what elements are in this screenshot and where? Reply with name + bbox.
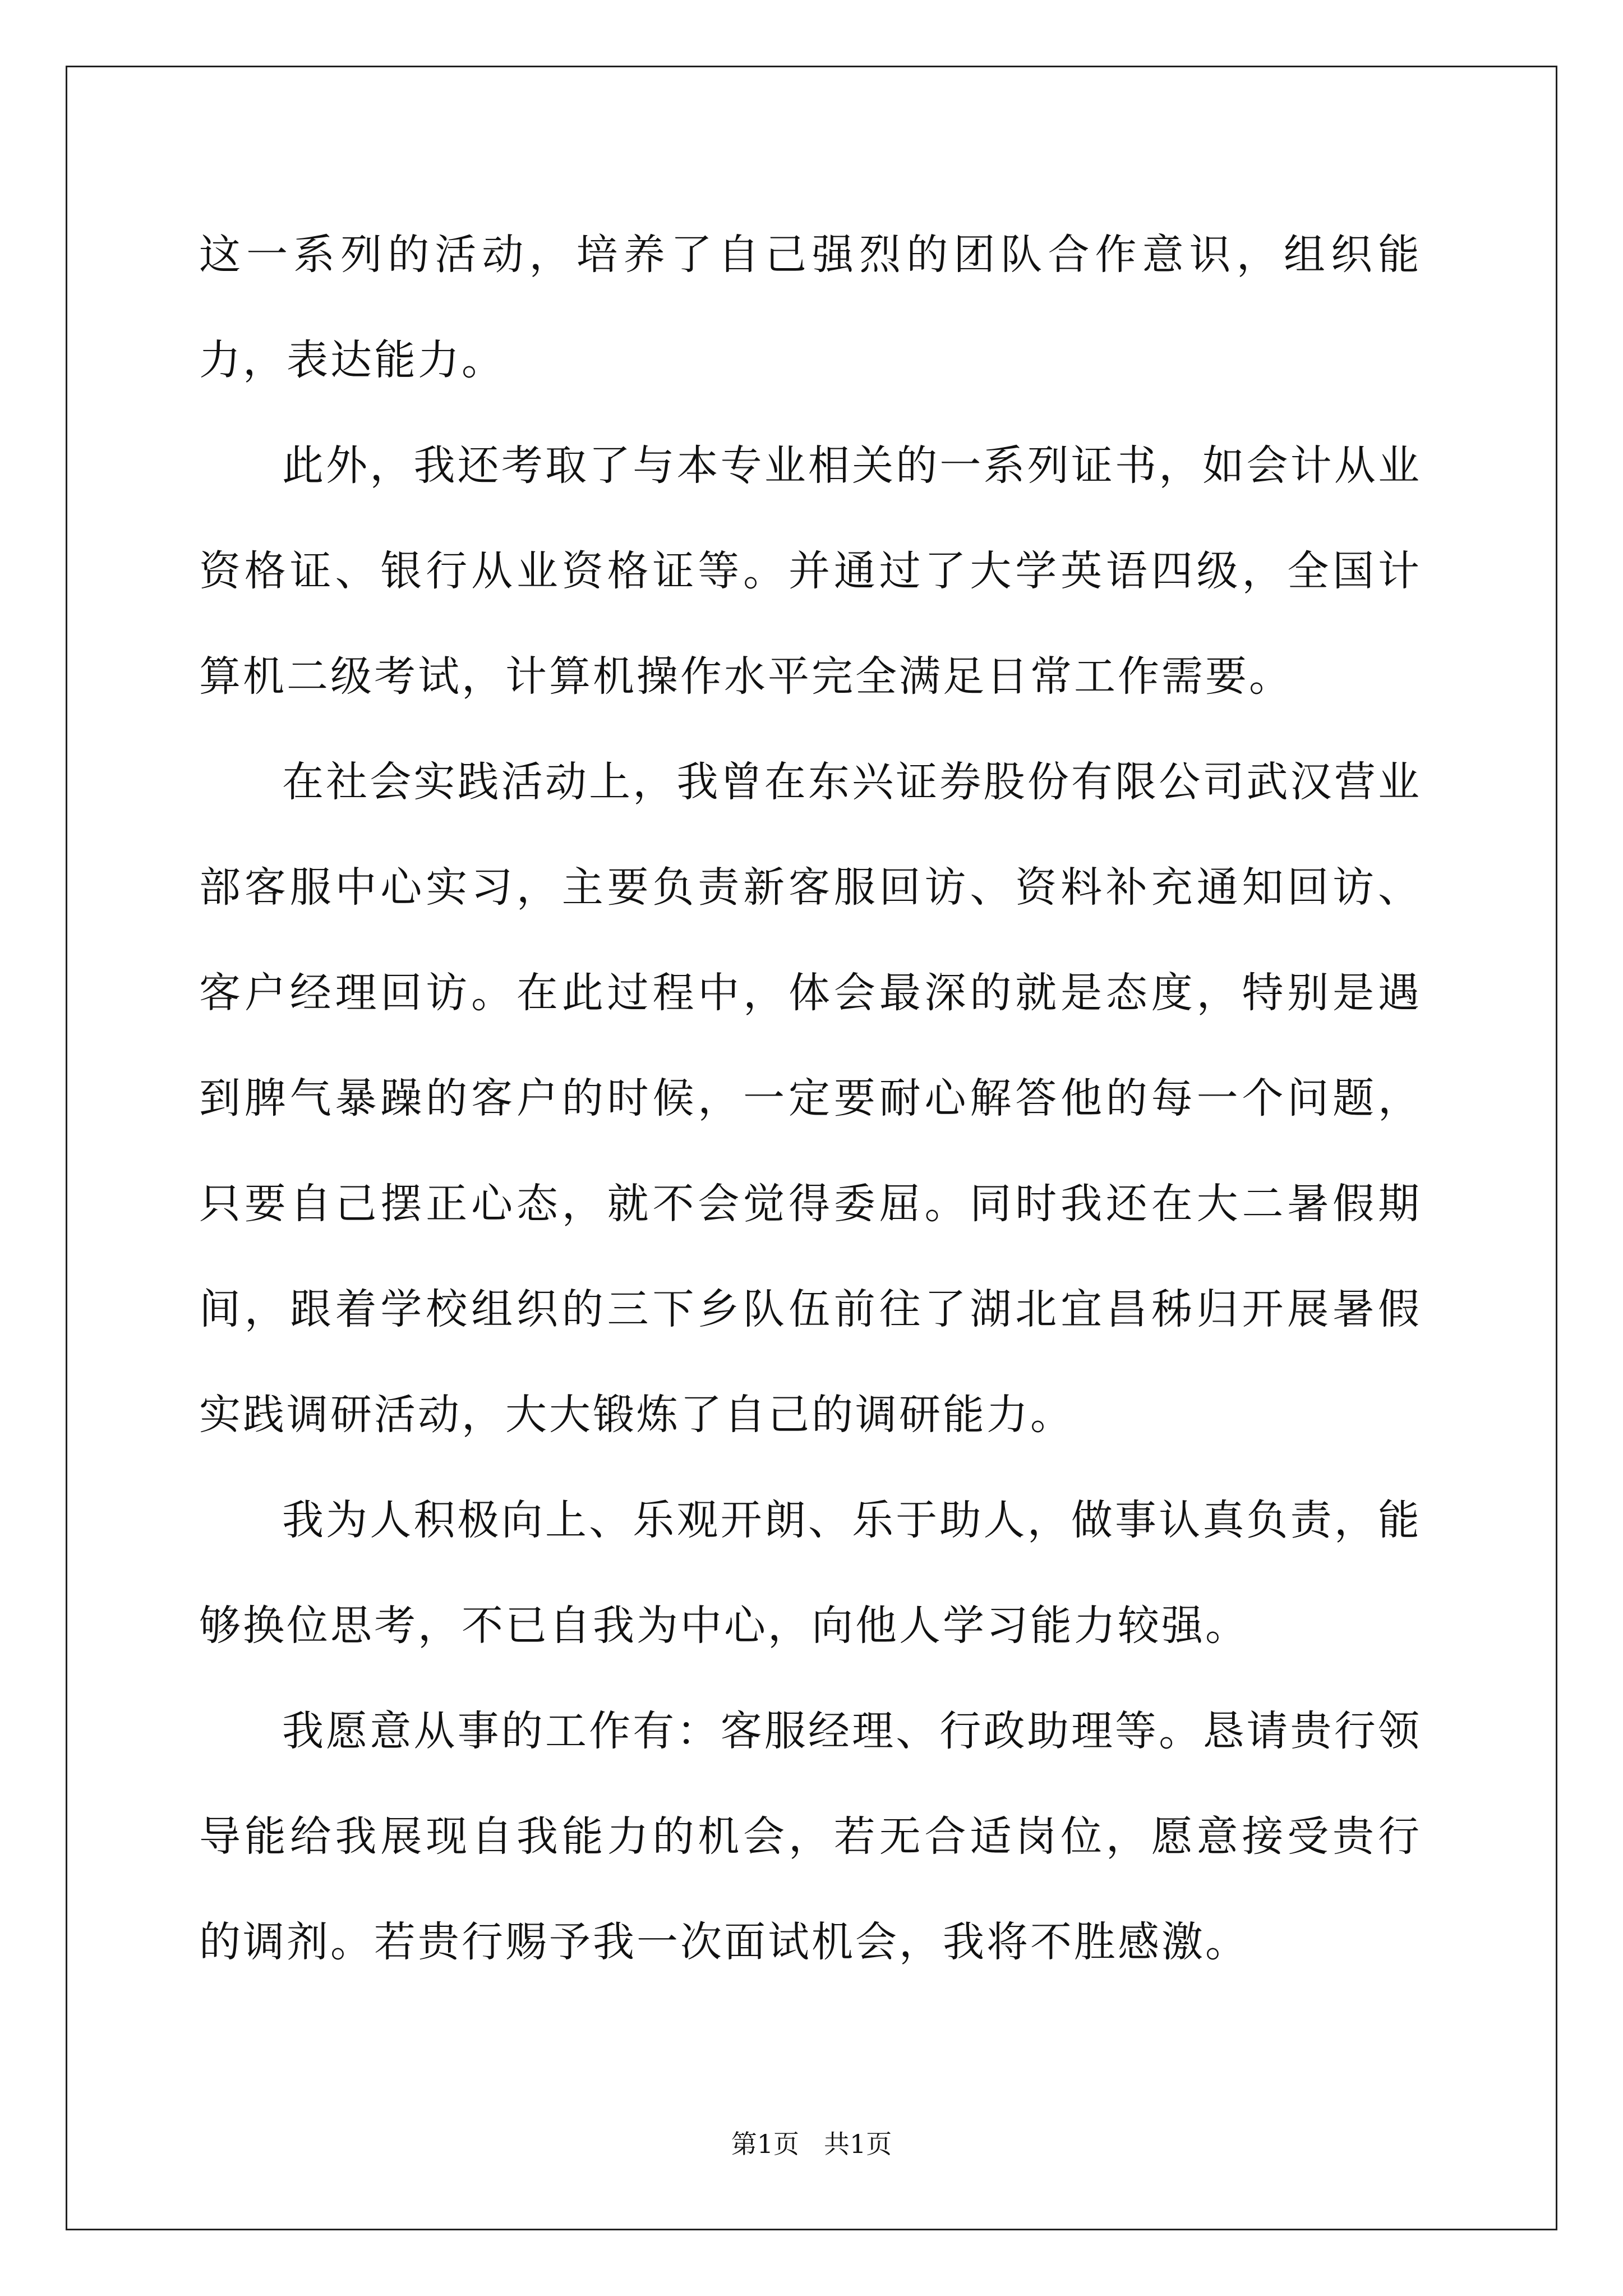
document-body [199,202,1422,1995]
paragraph-1: 这一系列的活动，培养了自己强烈的团队合作意识，组织能力，表达能力。 [199,231,1422,384]
footer-separator [799,2129,824,2159]
paragraph-3: 在社会实践活动上，我曾在东兴证券股份有限公司武汉营业部客服中心实习，主要负责新客服回访、资料补充通知回访、客户经理回访。在此过程中，体会最深的就是态度，特别是遇到脾气暴躁的客户的时候，一定要耐心解答他的每一个问题，只要自己摆正心态，就不会觉得委屈。同时我还在大二暑假期间，跟着学校组织的三下乡队伍前往了湖北宜昌秭归开展暑假实践调研活动，大大锻炼了自己的调研能力。 [199,758,1422,1439]
paragraph-2: 此外，我还考取了与本专业相关的一系列证书，如会计从业资格证、银行从业资格证等。并通过了大学英语四级，全国计算机二级考试，计算机操作水平完全满足日常工作需要。 [199,441,1422,701]
page-number: 第1页 [731,2129,800,2159]
paragraph-4: 我为人积极向上、乐观开朗、乐于助人，做事认真负责，能够换位思考，不已自我为中心，向他人学习能力较强。 [199,1496,1422,1650]
page-total: 共1页 [823,2129,892,2159]
page-footer [0,2127,1623,2161]
paragraph-5: 我愿意从事的工作有：客服经理、行政助理等。恳请贵行领导能给我展现自我能力的机会，若无合适岗位，愿意接受贵行的调剂。若贵行赐予我一次面试机会，我将不胜感激。 [199,1707,1422,1966]
